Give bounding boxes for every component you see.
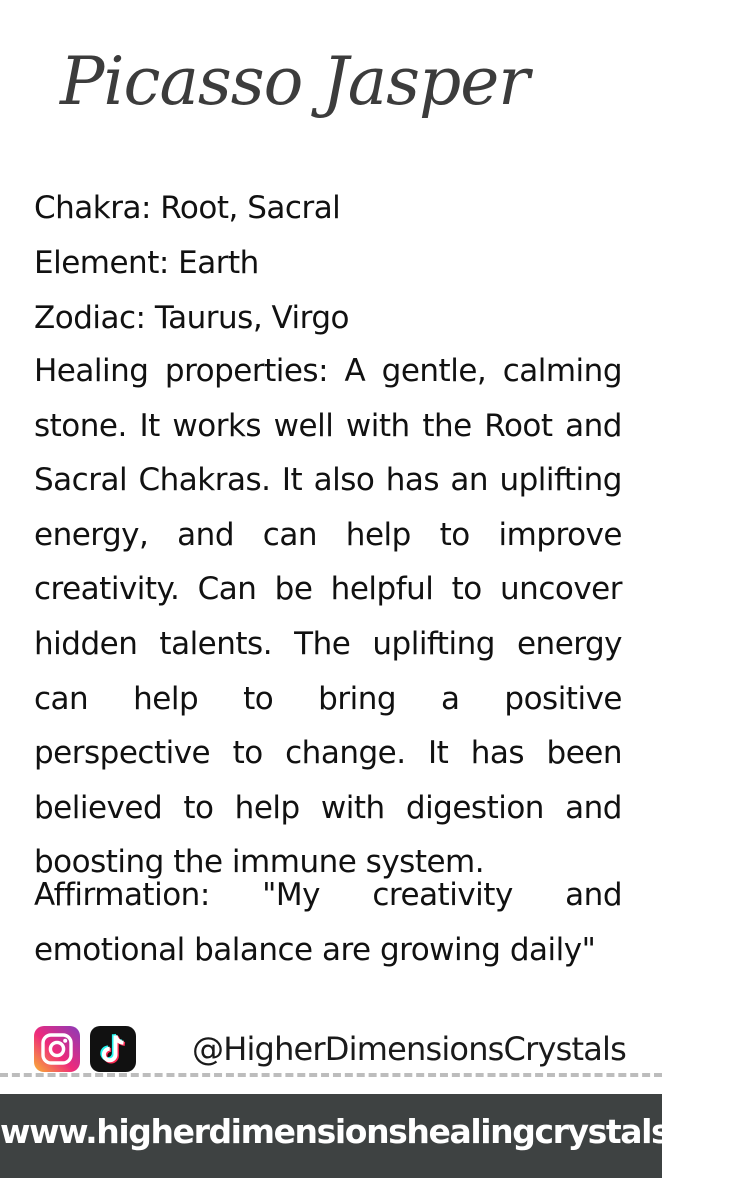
instagram-icon[interactable] <box>34 1026 80 1072</box>
social-handle: @HigherDimensionsCrystals <box>192 1030 626 1068</box>
website-url[interactable]: www.higherdimensionshealingcrystals.com <box>0 1112 753 1151</box>
instagram-glyph <box>34 1026 80 1072</box>
element-line: Element: Earth <box>34 245 259 281</box>
affirmation-text: Affirmation: "My creativity and emotional balance are growing daily" <box>34 877 622 968</box>
footer-bar <box>0 1094 753 1178</box>
dashed-divider <box>0 1073 662 1077</box>
page-title: Picasso Jasper <box>60 43 529 120</box>
zodiac-line: Zodiac: Taurus, Virgo <box>34 300 350 336</box>
tiktok-icon[interactable] <box>90 1026 136 1072</box>
chakra-line: Chakra: Root, Sacral <box>34 190 341 226</box>
healing-properties-text: Healing properties: A gentle, calming stone. It works well with the Root and Sacral Chakras. It also has an uplifting energy, and can help to improve creativity. Can be helpful to uncover hidden talents. The uplifting energy can help to bring a positive perspective to change. It has been believed to help with digestion and boosting the immune system. <box>34 353 622 881</box>
tiktok-glyph <box>90 1026 136 1072</box>
social-bar <box>34 1026 624 1074</box>
